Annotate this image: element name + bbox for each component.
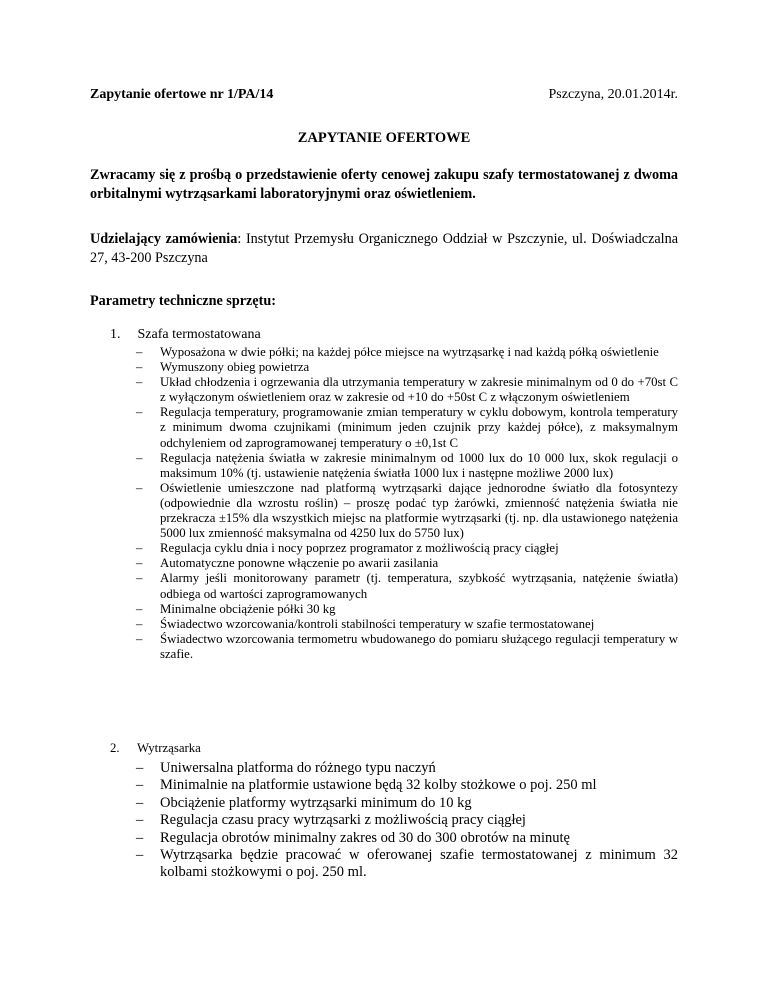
list-item: – Uniwersalna platforma do różnego typu naczyń [136, 760, 436, 776]
list-item: – Regulacja natężenia światła w zakresie minimalnym od 1000 lux do 10 000 lux, skok regulacji o maksimum 10% (tj. ustawienie natężenia światła 1000 lux i następne możliwe 2000 lux) [136, 450, 678, 480]
dash-bullet: – [136, 345, 143, 359]
list-item: – Oświetlenie umieszczone nad platformą wytrząsarki dające jednorodne światło dla fotosyntezy (odpowiednie dla wzrostu roślin) – proszę podać typ żarówki, zmienność natężenia światła nie przekracza ±15% dla wszystkich miejsc na platformie wytrząsarki (tj. np. dla ustawionego natężenia 5000 lux zmienność maksymalna od 4250 lux do 5750 lux) [136, 480, 678, 541]
list-item: – Minimalne obciążenie półki 30 kg [136, 601, 336, 616]
list-item: – Układ chłodzenia i ogrzewania dla utrzymania temperatury w zakresie minimalnym od 0 do +70st C z wyłączonym oświetleniem oraz w zakresie od +10 do +50st C z włączonym oświetleniem [136, 375, 678, 405]
ordering-party-label: Udzielający zamówienia [90, 231, 238, 247]
section-number: 2. [110, 741, 120, 755]
list-item: – Obciążenie platformy wytrząsarki minimum do 10 kg [136, 794, 472, 811]
section-title-text: Szafa termostatowana [137, 327, 261, 342]
list-item: – Regulacja obrotów minimalny zakres od 30 do 300 obrotów na minutę [136, 829, 570, 846]
place-and-date: Pszczyna, 20.01.2014r. [548, 87, 678, 102]
section-thermostatic-cabinet [90, 326, 678, 662]
dash-bullet: – [136, 794, 144, 811]
dash-bullet: – [136, 480, 143, 495]
list-item: – Wytrząsarka będzie pracować w oferowanej szafie termostatowanej z minimum 32 kolbami stożkowymi o poj. 250 ml. [136, 847, 678, 881]
dash-bullet: – [136, 847, 144, 864]
dash-bullet: – [136, 777, 144, 794]
ordering-party-text: : Instytut Przemysłu Organicznego Oddział w Pszczynie, ul. Doświadczalna 27, 43-200 Pszczyna [90, 231, 678, 266]
dash-bullet: – [136, 616, 143, 631]
dash-bullet: – [136, 812, 144, 829]
dash-bullet: – [136, 571, 143, 586]
document-title: ZAPYTANIE OFERTOWE [297, 130, 471, 146]
dash-bullet: – [136, 760, 144, 776]
dash-bullet: – [136, 375, 143, 390]
document-header [90, 86, 678, 104]
list-item: – Świadectwo wzorcowania termometru wbudowanego do pomiaru służącego regulacji temperatury w szafie. [136, 631, 678, 661]
inquiry-reference: Zapytanie ofertowe nr 1/PA/14 [90, 87, 274, 102]
dash-bullet: – [136, 829, 144, 846]
dash-bullet: – [136, 556, 143, 571]
dash-bullet: – [136, 631, 143, 646]
list-item: – Wyposażona w dwie półki; na każdej półce miejsce na wytrząsarkę i nad każdą półką oświetlenie [136, 345, 659, 359]
list-item: – Regulacja cyklu dnia i nocy poprzez programator z możliwością pracy ciągłej [136, 541, 559, 556]
list-item: – Wymuszony obieg powietrza [136, 360, 310, 375]
dash-bullet: – [136, 450, 143, 465]
section-shaker [90, 740, 678, 882]
section-title-text: Wytrząsarka [136, 741, 201, 755]
section-title [90, 740, 678, 756]
list-item: – Automatyczne ponowne włączenie po awarii zasilania [136, 556, 439, 571]
inquiry-subject: Zwracamy się z prośbą o przedstawienie oferty cenowej zakupu szafy termostatowanej z dwoma orbitalnymi wytrząsarkami laboratoryjnymi oraz oświetleniem. [90, 167, 678, 202]
section-number: 1. [110, 327, 121, 342]
technical-parameters-heading: Parametry techniczne sprzętu: [90, 293, 276, 309]
dash-bullet: – [136, 601, 143, 616]
section-title [90, 326, 678, 344]
list-item: – Alarmy jeśli monitorowany parametr (tj. temperatura, szybkość wytrząsania, natężenie światła) odbiega od wartości zaprogramowanych [136, 571, 678, 601]
requirements-list [90, 760, 678, 882]
dash-bullet: – [136, 360, 143, 375]
ordering-party [90, 230, 678, 267]
list-item: – Świadectwo wzorcowania/kontroli stabilności temperatury w szafie termostatowanej [136, 616, 595, 631]
dash-bullet: – [136, 541, 143, 556]
list-item: – Regulacja temperatury, programowanie zmian temperatury w cyklu dobowym, kontrola temperatury z minimum dwoma czujnikami (minimum jeden czujnik przy każdej półce), z maksymalnym odchyleniem od zaprogramowanej temperatury o ±0,1st C [136, 405, 678, 450]
requirements-list [90, 345, 678, 662]
dash-bullet: – [136, 405, 143, 420]
list-item: – Regulacja czasu pracy wytrząsarki z możliwością pracy ciągłej [136, 812, 526, 829]
list-item: – Minimalnie na platformie ustawione będą 32 kolby stożkowe o poj. 250 ml [136, 777, 597, 794]
